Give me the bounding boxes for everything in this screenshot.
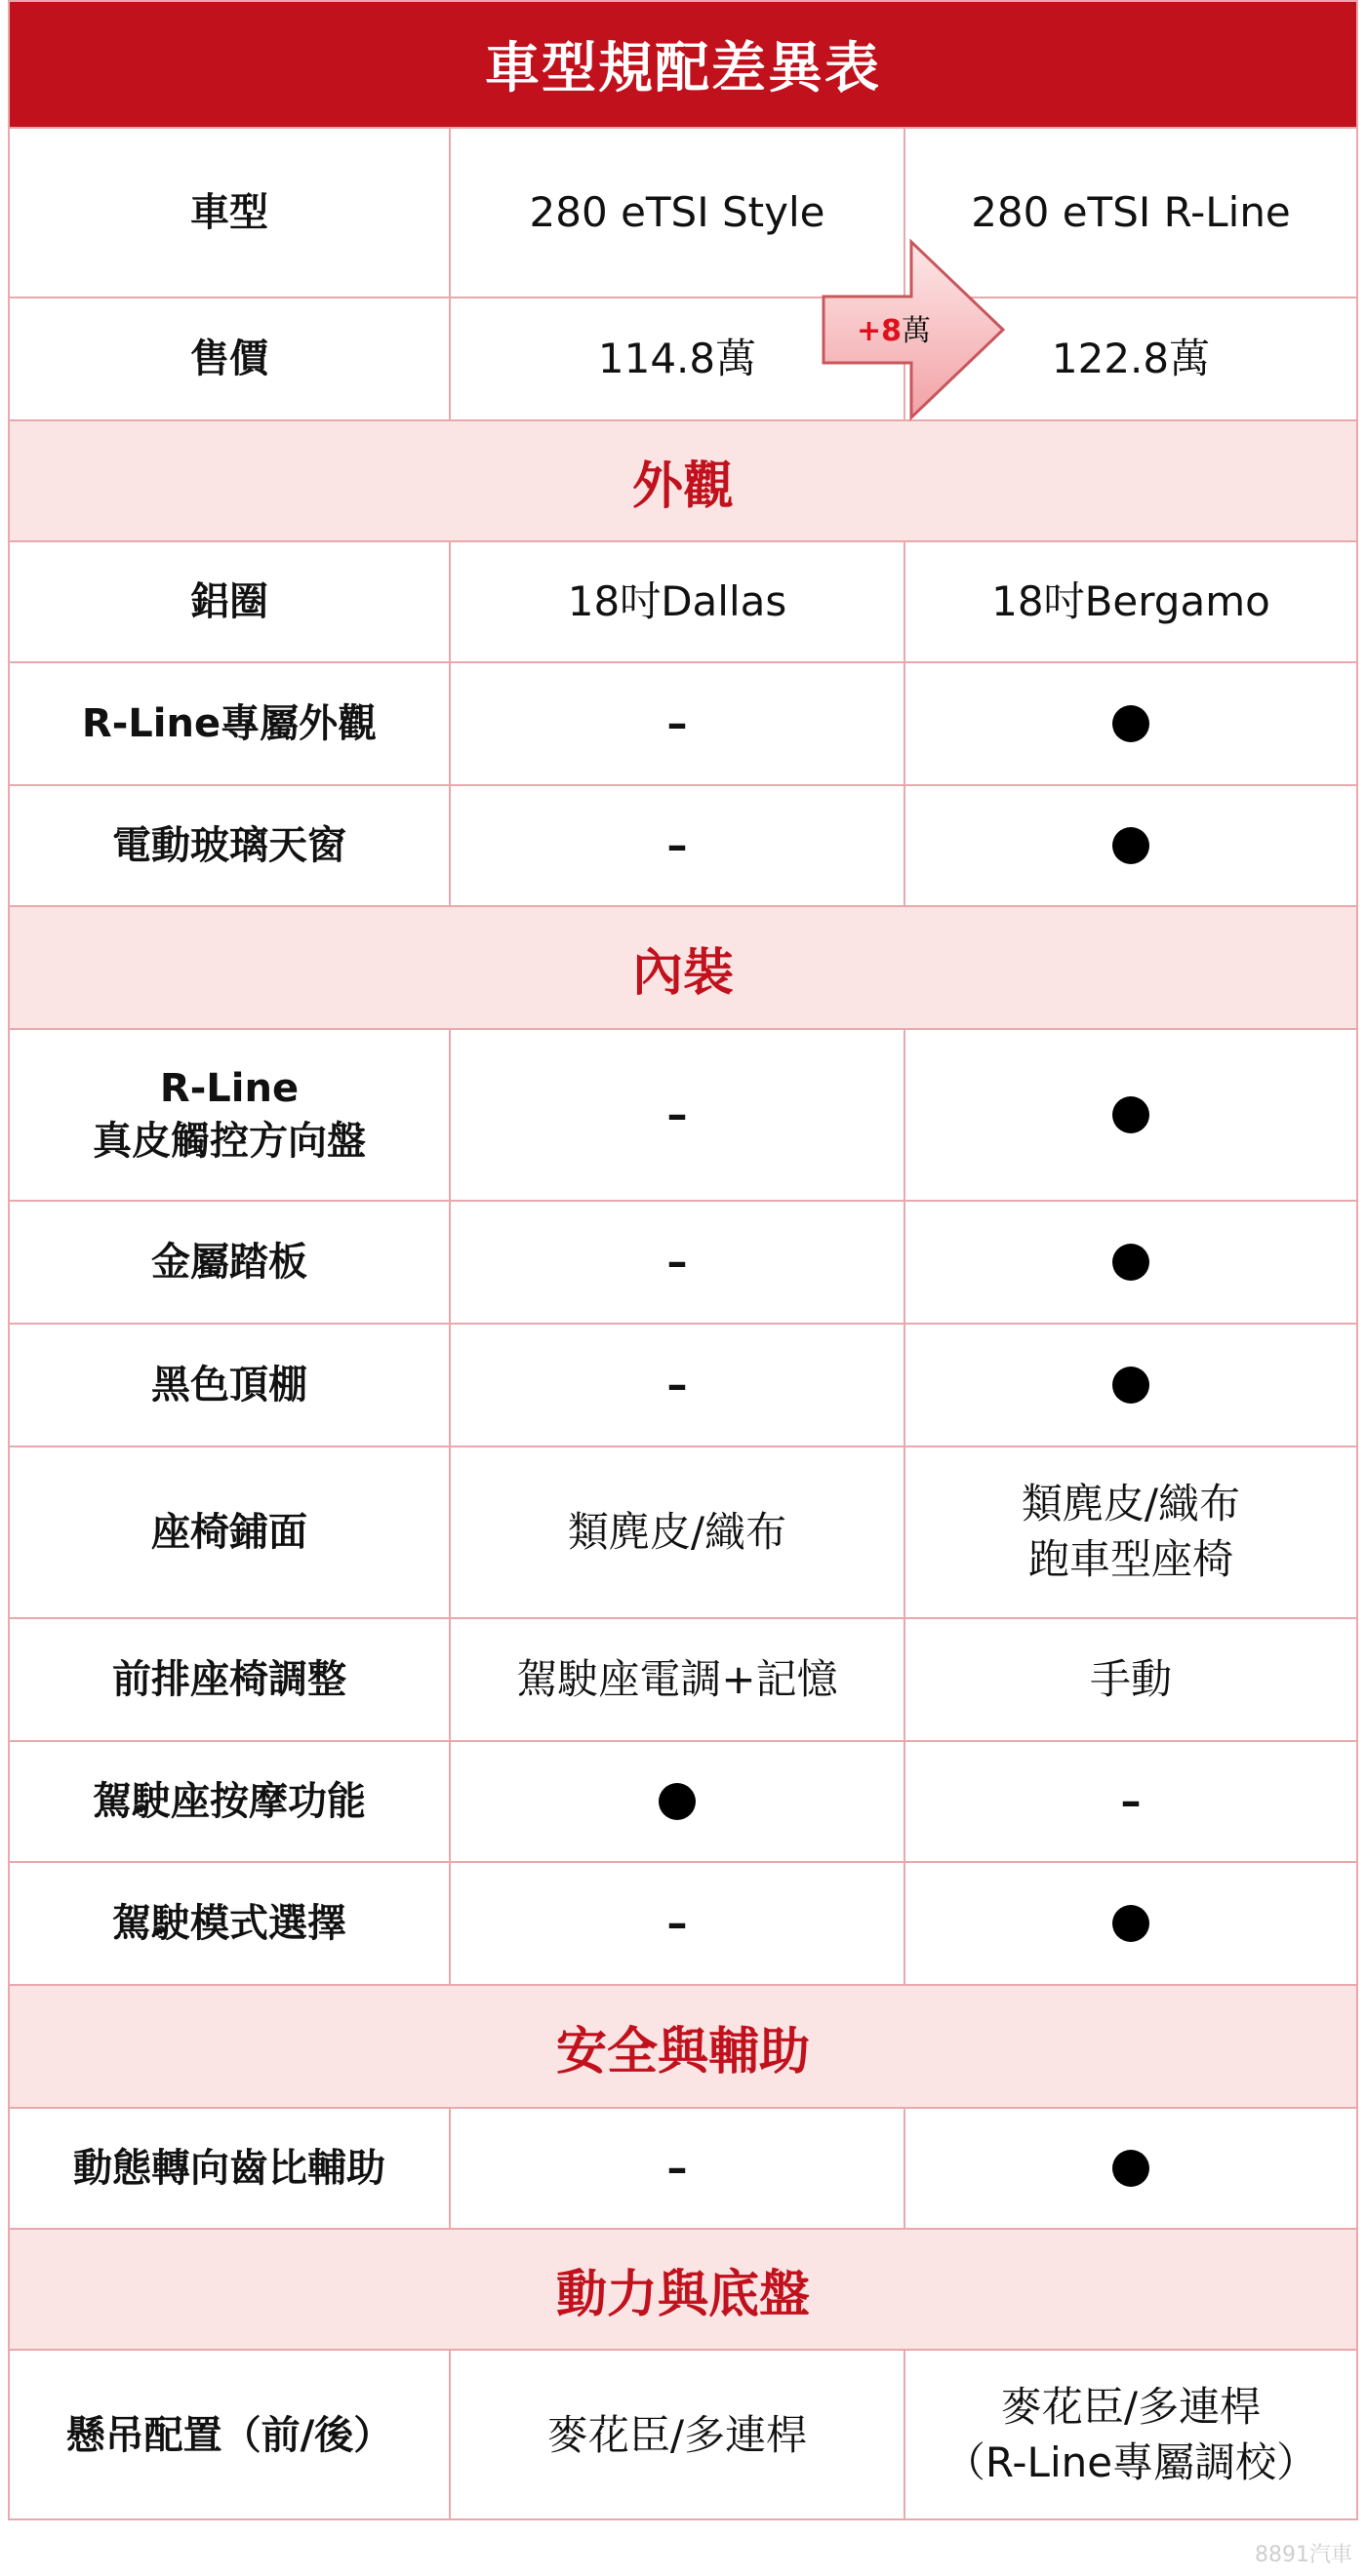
cell-rline	[905, 1202, 1356, 1323]
row-label: R-Line專屬外觀	[10, 663, 451, 784]
price-diff-label	[857, 306, 931, 349]
model-style-name: 280 eTSI Style	[451, 129, 905, 297]
dash-mark: –	[451, 1325, 905, 1446]
spec-comparison-table	[8, 0, 1358, 2520]
cell-rline: 手動	[1089, 1654, 1172, 1703]
dash-mark: –	[451, 1863, 905, 1984]
filled-dot-icon	[1112, 705, 1149, 742]
section-header-power: 動力與底盤	[10, 2228, 1356, 2349]
cell-style: 駕駛座電調+記憶	[451, 1619, 905, 1740]
table-row	[10, 1028, 1356, 1200]
table-row	[10, 2349, 1356, 2520]
cell-style: 18吋Dallas	[451, 542, 905, 661]
cell-rline	[905, 1030, 1356, 1200]
cell-line: 麥花臣/多連桿	[1000, 2383, 1262, 2432]
section-header-interior: 內裝	[10, 905, 1356, 1028]
table-row	[10, 1200, 1356, 1323]
dash-mark: –	[451, 1202, 905, 1323]
table-row-model	[10, 127, 1356, 297]
cell-line: （R-Line專屬調校）	[944, 2438, 1318, 2486]
table-row	[10, 540, 1356, 661]
price-diff-unit: 萬	[902, 314, 932, 348]
cell-rline	[905, 663, 1356, 784]
row-label: 駕駛座按摩功能	[10, 1742, 451, 1861]
cell-line: 跑車型座椅	[1027, 1535, 1233, 1583]
cell-rline	[905, 2109, 1356, 2228]
table-row	[10, 784, 1356, 905]
filled-dot-icon	[1112, 1096, 1149, 1133]
table-row	[10, 1323, 1356, 1446]
row-label: 前排座椅調整	[10, 1619, 451, 1740]
cell-rline	[905, 1863, 1356, 1984]
table-row	[10, 1617, 1356, 1740]
table-row-price	[10, 297, 1356, 419]
row-label: 電動玻璃天窗	[10, 786, 451, 905]
table-row	[10, 2107, 1356, 2228]
filled-dot-icon	[1112, 1367, 1149, 1404]
dash-mark: –	[451, 663, 905, 784]
dash-mark: –	[451, 2109, 905, 2228]
cell-rline: 18吋Bergamo	[991, 576, 1270, 625]
section-header-safety: 安全與輔助	[10, 1984, 1356, 2107]
filled-dot-icon	[1112, 1905, 1149, 1942]
row-label: 售價	[10, 298, 451, 419]
cell-rline	[905, 1447, 1356, 1617]
dash-mark: –	[451, 786, 905, 905]
row-label: 懸吊配置（前/後）	[10, 2351, 451, 2520]
cell-rline	[905, 1325, 1356, 1446]
filled-dot-icon	[659, 1783, 696, 1820]
model-rline-name: 280 eTSI R-Line	[971, 187, 1291, 236]
table-row	[10, 1446, 1356, 1617]
price-rline: 122.8萬	[1051, 334, 1211, 382]
cell-style: 麥花臣/多連桿	[451, 2351, 905, 2520]
watermark-logo: 8891汽車	[1255, 2543, 1352, 2567]
row-label: 座椅鋪面	[10, 1447, 451, 1617]
price-style: 114.8萬	[451, 298, 905, 419]
filled-dot-icon	[1112, 827, 1149, 864]
dash-mark: –	[1120, 1776, 1142, 1825]
filled-dot-icon	[1112, 2150, 1149, 2187]
filled-dot-icon	[1112, 1244, 1149, 1281]
row-label: 金屬踏板	[10, 1202, 451, 1323]
dash-mark: –	[451, 1030, 905, 1200]
cell-rline	[905, 2351, 1356, 2520]
row-label: 鋁圈	[10, 542, 451, 661]
cell-style	[451, 1742, 905, 1861]
table-row	[10, 1861, 1356, 1984]
table-row	[10, 661, 1356, 784]
row-label: 動態轉向齒比輔助	[10, 2109, 451, 2228]
table-title: 車型規配差異表	[10, 2, 1356, 127]
section-header-exterior: 外觀	[10, 419, 1356, 540]
cell-style: 類麂皮/織布	[451, 1447, 905, 1617]
price-diff-amount: +8	[857, 314, 903, 348]
table-row	[10, 1740, 1356, 1861]
cell-line: 類麂皮/織布	[1021, 1480, 1241, 1528]
cell-rline	[905, 786, 1356, 905]
row-label-line: 真皮觸控方向盤	[93, 1119, 366, 1164]
row-label: 車型	[10, 129, 451, 297]
row-label: 駕駛模式選擇	[10, 1863, 451, 1984]
row-label: 黑色頂棚	[10, 1325, 451, 1446]
row-label	[10, 1030, 451, 1200]
row-label-line: R-Line	[159, 1066, 300, 1111]
